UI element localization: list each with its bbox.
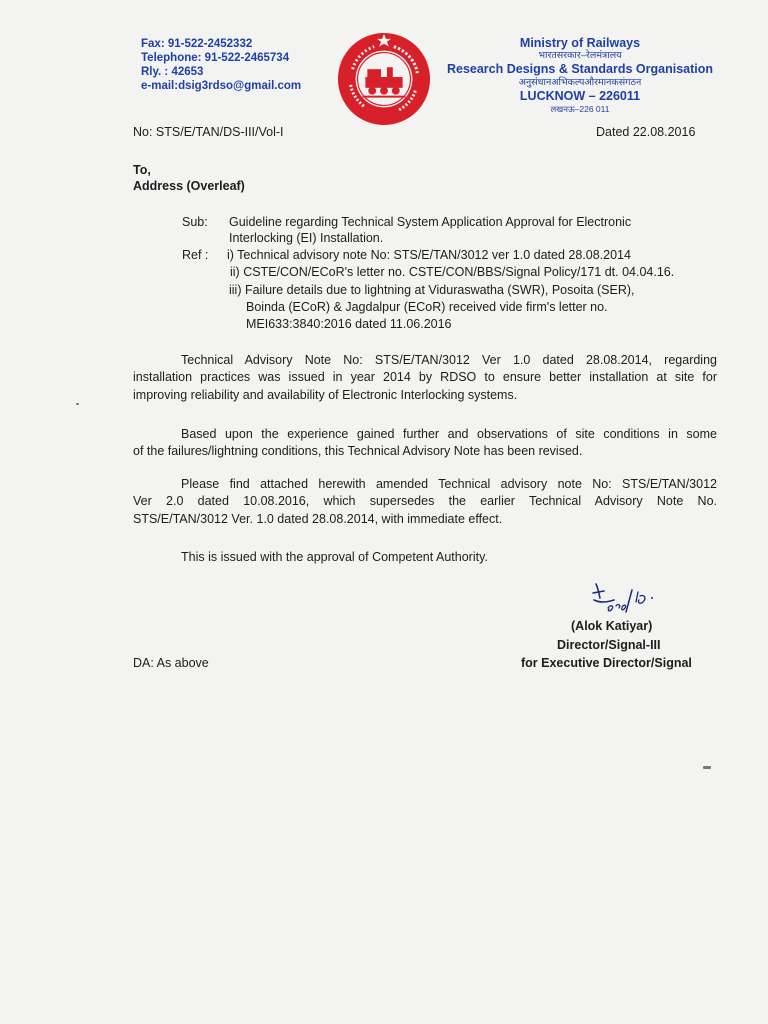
subject-line-2: Interlocking (EI) Installation. bbox=[229, 231, 384, 245]
reference-label: Ref : bbox=[182, 248, 209, 262]
reference-item-3-cont-2: MEI633:3840:2016 dated 11.06.2016 bbox=[246, 317, 452, 331]
paragraph-4: This is issued with the approval of Competent Authority. bbox=[181, 550, 488, 564]
paragraph-3 bbox=[133, 476, 717, 528]
reference-item-3-cont-1: Boinda (ECoR) & Jagdalpur (ECoR) received vide firm's letter no. bbox=[246, 300, 608, 314]
enclosure-note: DA: As above bbox=[133, 656, 209, 670]
letter-date: Dated 22.08.2016 bbox=[596, 125, 696, 139]
email-address: e-mail:dsig3rdso@gmail.com bbox=[141, 80, 302, 92]
paragraph-3-line-3: STS/E/TAN/3012 Ver. 1.0 dated 28.08.2014, with immediate effect. bbox=[133, 511, 503, 526]
reference-item-1: i) Technical advisory note No: STS/E/TAN/3012 ver 1.0 dated 28.08.2014 bbox=[227, 248, 631, 262]
subject-line-1: Guideline regarding Technical System Application Approval for Electronic bbox=[229, 215, 632, 229]
indian-railways-logo bbox=[335, 30, 433, 128]
contact-block bbox=[141, 37, 301, 93]
paragraph-1-line-3: improving reliability and availability of Electronic Interlocking systems. bbox=[133, 387, 518, 402]
fax-number: Fax: 91-522-2452332 bbox=[141, 38, 253, 50]
reference-item-2: ii) CSTE/CON/ECoR's letter no. CSTE/CON/BBS/Signal Policy/171 dt. 04.04.16. bbox=[230, 265, 675, 279]
signatory-designation: Director/Signal-III bbox=[557, 638, 661, 652]
ministry-name-hindi: भारतसरकार–रेलमंत्रालय bbox=[538, 50, 622, 61]
city-pincode: LUCKNOW – 226011 bbox=[519, 89, 641, 103]
paragraph-3-line-1: Please find attached herewith amended Technical advisory note No: STS/E/TAN/3012 bbox=[181, 477, 717, 491]
signatory-for-line: for Executive Director/Signal bbox=[521, 656, 692, 670]
city-pincode-hindi: लखनऊ–226 011 bbox=[550, 104, 610, 114]
organisation-name: Research Designs & Standards Organisation bbox=[446, 62, 714, 76]
paragraph-2-line-1: Based upon the experience gained further and observations of site conditions in some bbox=[181, 427, 717, 441]
paragraph-1-line-2: installation practices was issued in year 2014 by RDSO to ensure better installation at site for bbox=[133, 370, 717, 385]
paragraph-3-line-2: Ver 2.0 dated 10.08.2016, which supersedes the earlier Technical Advisory Note No. bbox=[133, 494, 717, 509]
signatory-name: (Alok Katiyar) bbox=[571, 619, 653, 633]
paragraph-1 bbox=[133, 352, 717, 404]
reference-number: No: STS/E/TAN/DS-III/Vol-I bbox=[133, 125, 284, 139]
telephone-number: Telephone: 91-522-2465734 bbox=[141, 52, 290, 64]
ministry-name: Ministry of Railways bbox=[519, 36, 641, 50]
address-line: Address (Overleaf) bbox=[133, 179, 245, 193]
reference-item-3: iii) Failure details due to lightning at Viduraswatha (SWR), Posoita (SER), bbox=[229, 283, 635, 297]
scan-speck bbox=[76, 403, 79, 405]
subject-label: Sub: bbox=[182, 215, 208, 229]
paragraph-1-line-1: Technical Advisory Note No: STS/E/TAN/3012 Ver 1.0 dated 28.08.2014, regarding bbox=[181, 353, 717, 367]
salutation: To, bbox=[133, 163, 151, 177]
organisation-name-hindi: अनुसंधानअभिकल्पऔरमानकसंगठन bbox=[518, 77, 642, 88]
handwritten-signature bbox=[590, 578, 670, 618]
scan-speck bbox=[703, 766, 711, 769]
organisation-block bbox=[430, 36, 730, 115]
railway-number: Rly. : 42653 bbox=[141, 66, 204, 78]
paragraph-2-line-2: of the failures/lightning conditions, this Technical Advisory Note has been revised. bbox=[133, 444, 583, 459]
paragraph-2 bbox=[133, 426, 717, 461]
